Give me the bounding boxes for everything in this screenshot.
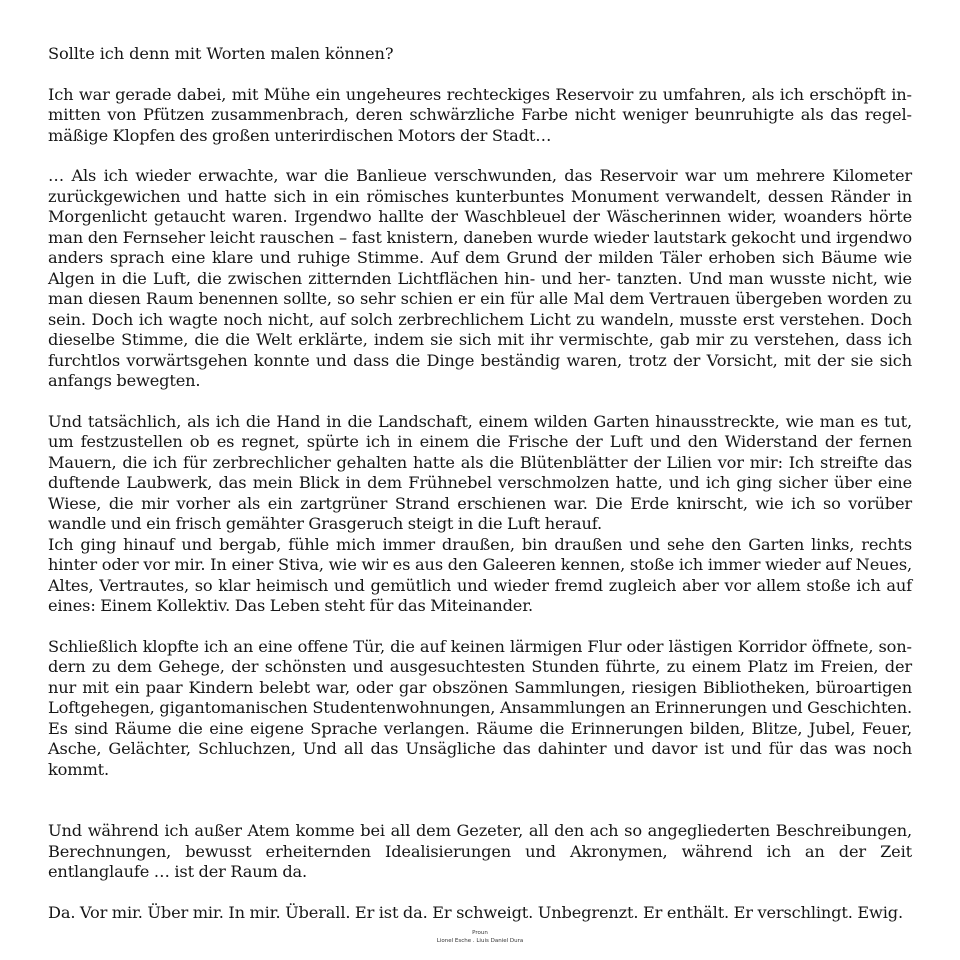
paragraph-open-door: Schließlich klopfte ich an eine offene Tür, die auf keinen lärmigen Flur oder lästigen Korridor öffnete, sondern zu dem Gehege, der schönsten und ausgesuchtesten Stunden führte, zu einem Platz im Freien, der nur mit ein paar Kindern belebt war, oder gar obszönen Sammlungen, riesigen Bibliotheken, büroartigen Loftgehegen, gigantomanischen Studentenwohnungen, Ansammlungen an Erinnerungen und Geschichten. Es sind Räume die eine eigene Sprache verlangen. Räume die Erinnerungen bilden, Blitze, Jubel, Feuer, Asche, Gelächter, Schluchzen, Und all das Unsägliche das dahinter und davor ist und für das was noch kommt.	[48, 636, 912, 779]
paragraph-out-of-breath: Und während ich außer Atem komme bei all dem Gezeter, all den ach so angegliederten Beschreibungen, Berechnungen, bewusst erheiternden Idealisierungen und Akronymen, während ich an der Zeit entlanglaufe … ist der Raum da.	[48, 821, 912, 881]
paragraph-closing: Da. Vor mir. Über mir. In mir. Überall. Er ist da. Er schweigt. Unbegrenzt. Er enthält. Er verschlingt. Ewig.	[48, 902, 903, 922]
paragraph-reservoir: Ich war gerade dabei, mit Mühe ein ungeheures rechteckiges Reservoir zu umfahren, als ich erschöpft inmitten von Pfützen zusammenbrach, deren schwärzliche Farbe nicht weniger beunruhigte als das regelmäßige Klopfen des großen unterirdischen Motors der Stadt…	[48, 84, 912, 145]
footer-title: Proun	[472, 930, 488, 936]
footer-authors: Lionel Esche . Liuis Daniel Dura	[436, 938, 524, 944]
page-footer	[0, 929, 960, 945]
paragraph-collective: Ich ging hinauf und bergab, fühle mich immer draußen, bin draußen und sehe den Garten links, rechts hinter oder vor mir. In einer Stiva, wie wir es aus den Galeeren kennen, stoße ich immer wieder auf Neues, Altes, Vertrautes, so klar heimisch und gemütlich und wieder fremd zugleich aber vor allem stoße ich auf eines: Einem Kollektiv. Das Leben steht für das Miteinander.	[48, 534, 912, 615]
document-heading: Sollte ich denn mit Worten malen können?	[48, 44, 394, 63]
paragraph-garden: Und tatsächlich, als ich die Hand in die Landschaft, einem wilden Garten hinausstreckte, wie man es tut, um festzustellen ob es regnet, spürte ich in einem die Frische der Luft und den Widerstand der fernen Mauern, die ich für zerbrechlicher gehalten hatte als die Blütenblätter der Lilien vor mir: Ich streifte das duftende Laubwerk, das mein Blick in dem Frühnebel verschmolzen hatte, und ich ging sicher über eine Wiese, die mir vorher als ein zartgrüner Strand erschienen war. Die Erde knirscht, wie ich so vorüber wandle und ein frisch gemähter Grasgeruch steigt in die Luft herauf.	[48, 411, 912, 533]
document-body	[48, 44, 912, 923]
paragraph-awakening: … Als ich wieder erwachte, war die Banlieue verschwunden, das Reservoir war um mehrere Kilometer zurückgewichen und hatte sich in ein römisches kunterbuntes Monument verwandelt, dessen Ränder in Morgenlicht getaucht waren. Irgendwo hallte der Waschbleuel der Wäscherinnen wider, woanders hörte man den Fernseher leicht rauschen – fast knistern, daneben wurde wieder lautstark gekocht und irgendwo anders sprach eine klare und ruhige Stimme. Auf dem Grund der milden Täler erhoben sich Bäume wie Algen in die Luft, die zwischen zitternden Lichtflächen hin- und her- tanzten. Und man wusste nicht, wie man diesen Raum benennen sollte, so sehr schien er ein für alle Mal dem Vertrauen übergeben worden zu sein. Doch ich wagte noch nicht, auf solch zerbrechlichem Licht zu wandeln, musste erst verstehen. Doch dieselbe Stimme, die die Welt erklärte, indem sie sich mit ihr vermischte, gab mir zu verstehen, dass ich furchtlos vorwärtsgehen konnte und dass die Dinge beständig waren, trotz der Vorsicht, mit der sie sich anfangs bewegten.	[48, 166, 912, 390]
